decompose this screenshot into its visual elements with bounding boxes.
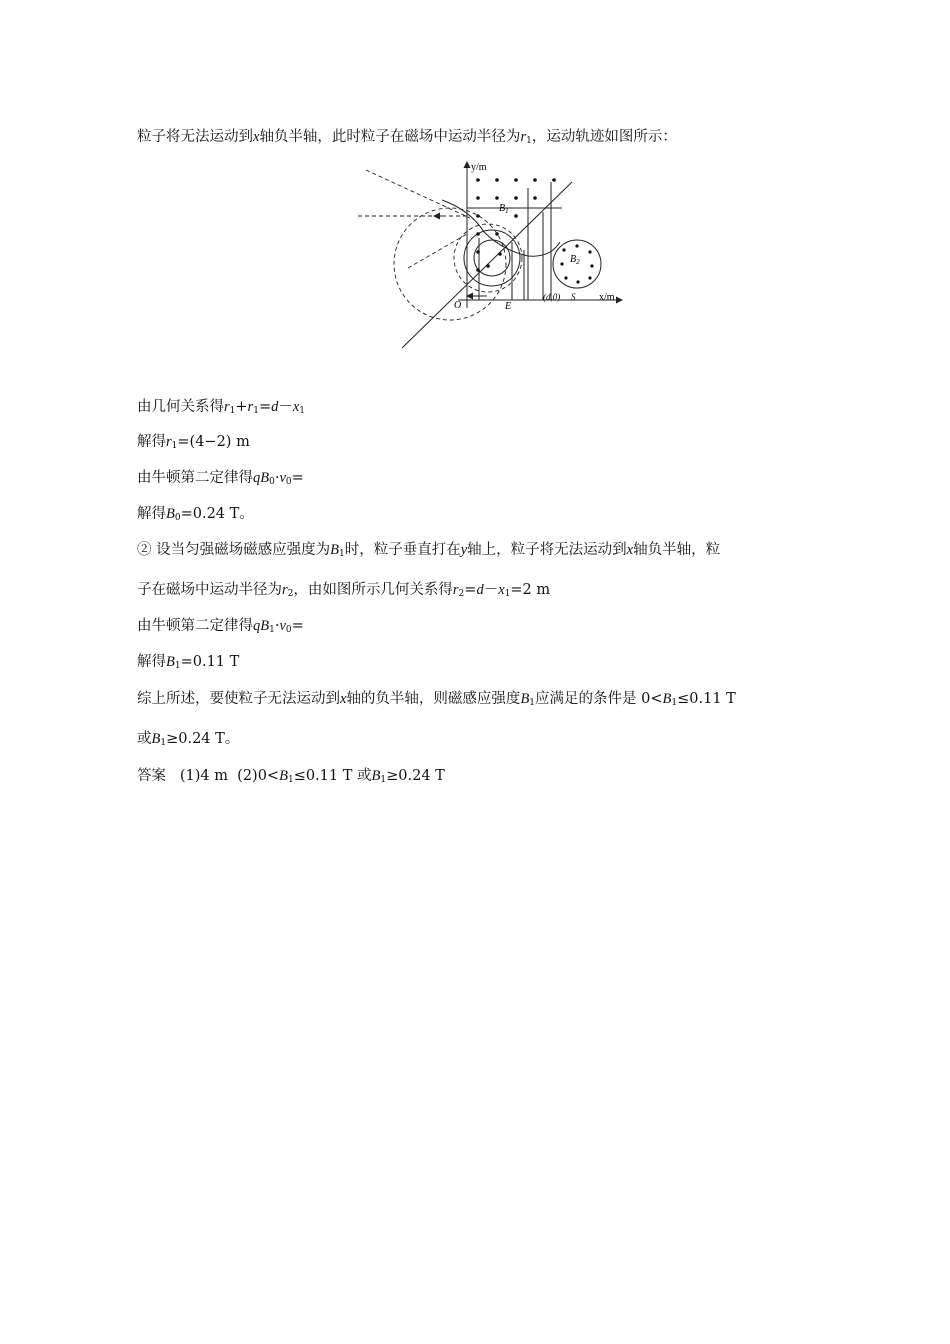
x-axis-label: x/m [599, 292, 615, 303]
point-e-label: E [505, 301, 512, 312]
point-s-label: S [571, 292, 576, 302]
case-2-line-2: 子在磁场中运动半径为$r_2$，由如图所示几何关系得$r_2=d-x_1=2$ m [137, 582, 551, 599]
solve-b0: 解得$B_0=0.24$ T。 [137, 506, 254, 523]
b1-label: $B_1$ [499, 203, 509, 215]
solid-trajectories [434, 182, 601, 300]
field-dots-b1 [476, 178, 556, 272]
y-axis-label: y/m [471, 162, 487, 173]
conclusion-line-1: 综上所述，要使粒子无法运动到x轴的负半轴，则磁感应强度$B_1$应满足的条件是 $0<B_1\le 0.11$ T [137, 691, 736, 708]
geometry-equation: 由几何关系得$r_1+r_1=d-x_1$ [137, 399, 306, 416]
solve-r1: 解得$r_1=(4-2)$ m [137, 434, 250, 451]
newton-law-1: 由牛顿第二定律得$qB_0\cdot v_0=$ [137, 470, 304, 487]
origin-label: O [454, 300, 462, 311]
answer-label: 答案 [137, 768, 166, 784]
newton-law-2: 由牛顿第二定律得$qB_1\cdot v_0=$ [137, 618, 304, 635]
point-d-label: (d,0) [543, 292, 561, 302]
dashed-paths [358, 170, 522, 320]
conclusion-line-2: 或$B_1\ge 0.24$ T。 [137, 731, 240, 748]
answer-line: 答案 (1)4 m $(2)0<B_1\le 0.11$ T 或$B_1\ge 0.24$ T [137, 768, 445, 785]
axes [458, 162, 622, 308]
trajectory-diagram [352, 158, 624, 356]
b2-label: $B_2$ [570, 254, 580, 266]
intro-paragraph: 粒子将无法运动到x轴负半轴，此时粒子在磁场中运动半径为$r_1$，运动轨迹如图所示： [137, 129, 677, 146]
solve-b1: 解得$B_1=0.11$ T [137, 654, 240, 671]
case-2-line-1: ② 设当匀强磁场磁感应强度为$B_1$时，粒子垂直打在y轴上，粒子将无法运动到x轴负半轴，粒 [137, 542, 721, 559]
